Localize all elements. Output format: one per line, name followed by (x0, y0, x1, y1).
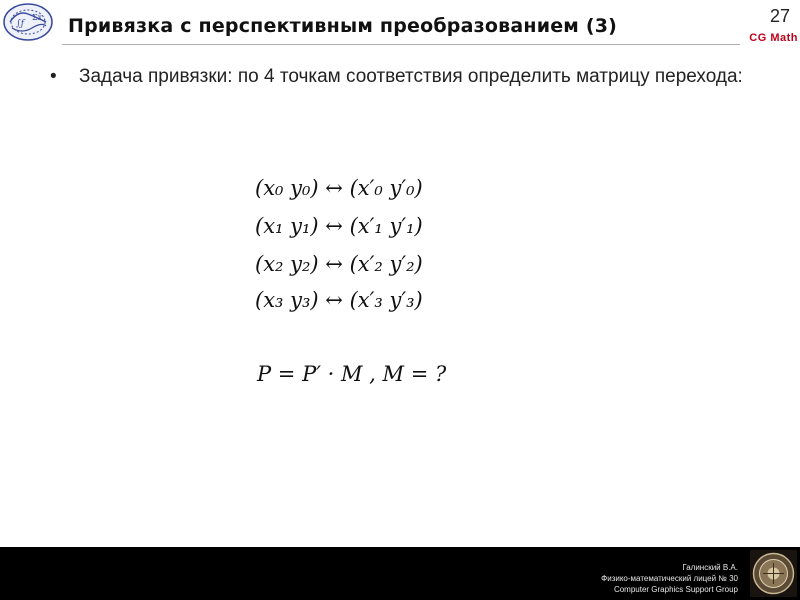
point-source: (x₀ y₀) (255, 176, 319, 200)
correspondence-arrow: ↔ (325, 176, 343, 200)
point-target: (x′₃ y′₃) (349, 288, 423, 312)
page-title: Привязка с перспективным преобразованием (3) (68, 15, 618, 37)
brand-label: CG Math (749, 32, 798, 44)
correspondence-arrow: ↔ (325, 252, 343, 276)
bullet-text: Задача привязки: по 4 точкам соответствия определить матрицу перехода: (79, 66, 743, 87)
point-target: (x′₁ y′₁) (349, 214, 423, 238)
correspondence-row-1 (255, 214, 423, 238)
correspondence-row-0 (255, 176, 423, 200)
point-source: (x₃ y₃) (255, 288, 319, 312)
footer-school: Физико-математический лицей № 30 (601, 574, 738, 583)
point-source: (x₂ y₂) (255, 252, 319, 276)
header-divider (62, 44, 740, 45)
correspondence-row-3 (255, 288, 423, 312)
transform-equation: P = P′ · M , M = ? (257, 362, 447, 386)
correspondence-arrow: ↔ (325, 288, 343, 312)
slide-number: 27 (769, 6, 790, 26)
correspondence-row-2 (255, 252, 423, 276)
svg-text:∫ƒ: ∫ƒ (16, 19, 25, 29)
point-target: (x′₀ y′₀) (349, 176, 423, 200)
footer-group: Computer Graphics Support Group (613, 585, 738, 594)
footer-bar (0, 547, 800, 600)
point-source: (x₁ y₁) (255, 214, 319, 238)
point-target: (x′₂ y′₂) (349, 252, 423, 276)
correspondence-formulas (255, 170, 475, 400)
footer-author: Галинский В.А. (682, 563, 738, 572)
bullet-item (50, 64, 770, 90)
math-logo-icon (2, 2, 54, 42)
bullet-icon: • (50, 66, 57, 87)
school-seal-icon (749, 549, 798, 598)
correspondence-arrow: ↔ (325, 214, 343, 238)
svg-text:Σx: Σx (32, 13, 43, 22)
